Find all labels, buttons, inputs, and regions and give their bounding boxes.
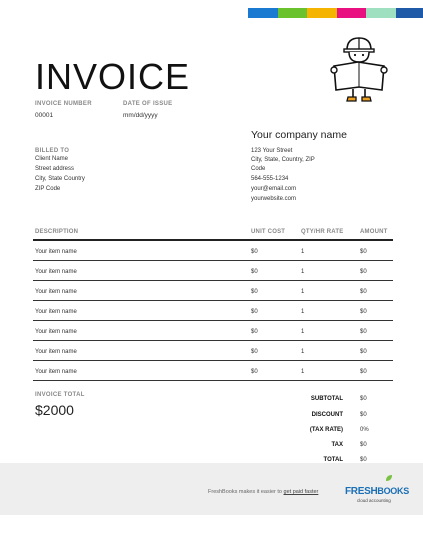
color-swatch <box>278 8 308 18</box>
freshbooks-brand-fresh: FRESH <box>345 486 378 497</box>
item-unit-cost: $0 <box>251 329 258 335</box>
column-header-amount: AMOUNT <box>360 229 388 235</box>
item-description: Your item name <box>35 289 77 295</box>
item-unit-cost: $0 <box>251 309 258 315</box>
invoice-total-value: $2000 <box>35 402 74 418</box>
company-email: your@email.com <box>251 186 297 192</box>
discount-label: DISCOUNT <box>311 412 343 418</box>
construction-worker-icon <box>328 32 390 104</box>
freshbooks-brand-books: BOOKS <box>377 486 409 496</box>
table-row <box>33 341 393 361</box>
table-row <box>33 261 393 281</box>
item-qty: 1 <box>301 309 305 315</box>
tax-label: TAX <box>331 442 343 448</box>
item-description: Your item name <box>35 269 77 275</box>
table-row <box>33 301 393 321</box>
item-unit-cost: $0 <box>251 269 258 275</box>
item-qty: 1 <box>301 269 305 275</box>
item-amount: $0 <box>360 309 367 315</box>
company-name: Your company name <box>251 129 347 141</box>
column-header-unit-cost: UNIT COST <box>251 229 286 235</box>
item-unit-cost: $0 <box>251 289 258 295</box>
item-unit-cost: $0 <box>251 249 258 255</box>
item-unit-cost: $0 <box>251 349 258 355</box>
item-qty: 1 <box>301 349 305 355</box>
freshbooks-subtitle: cloud accounting <box>357 498 391 503</box>
color-swatch <box>396 8 423 18</box>
item-description: Your item name <box>35 349 77 355</box>
tax-rate-label: (TAX RATE) <box>309 427 343 433</box>
item-qty: 1 <box>301 249 305 255</box>
discount-value: $0 <box>360 412 367 418</box>
get-paid-faster-link[interactable]: get paid faster <box>283 489 319 495</box>
item-amount: $0 <box>360 249 367 255</box>
date-of-issue-value: mm/dd/yyyy <box>123 112 158 119</box>
footer <box>0 463 423 515</box>
item-description: Your item name <box>35 309 77 315</box>
billed-to-line: ZIP Code <box>35 186 61 192</box>
footer-text: FreshBooks makes it easier to <box>208 489 284 495</box>
table-row <box>33 321 393 341</box>
company-address-line: City, State, Country, ZIP <box>251 157 315 163</box>
item-amount: $0 <box>360 269 367 275</box>
date-of-issue-label: DATE OF ISSUE <box>123 101 173 107</box>
invoice-total-label: INVOICE TOTAL <box>35 392 85 398</box>
color-stripe <box>248 8 423 18</box>
total-label: TOTAL <box>323 457 343 463</box>
subtotal-label: SUBTOTAL <box>310 396 343 402</box>
company-phone: 564-555-1234 <box>251 176 289 182</box>
company-address-line: 123 Your Street <box>251 148 293 154</box>
item-amount: $0 <box>360 349 367 355</box>
item-amount: $0 <box>360 329 367 335</box>
company-address-line: Code <box>251 166 266 172</box>
color-swatch <box>366 8 396 18</box>
item-unit-cost: $0 <box>251 369 258 375</box>
column-header-description: DESCRIPTION <box>35 229 79 235</box>
tax-rate-value: 0% <box>360 427 369 433</box>
freshbooks-logo[interactable] <box>345 481 409 503</box>
billed-to-line: City, State Country <box>35 176 85 182</box>
color-swatch <box>248 8 278 18</box>
tax-value: $0 <box>360 442 367 448</box>
item-description: Your item name <box>35 369 77 375</box>
color-swatch <box>337 8 367 18</box>
billed-to-line: Street address <box>35 166 75 172</box>
item-description: Your item name <box>35 249 77 255</box>
table-row <box>33 361 393 381</box>
item-description: Your item name <box>35 329 77 335</box>
billed-to-line: Client Name <box>35 156 69 162</box>
company-website: yourwebsite.com <box>251 196 297 202</box>
invoice-number-label: INVOICE NUMBER <box>35 101 92 107</box>
item-qty: 1 <box>301 369 305 375</box>
item-qty: 1 <box>301 289 305 295</box>
billed-to-label: BILLED TO <box>35 148 70 154</box>
item-amount: $0 <box>360 369 367 375</box>
invoice-number-value: 00001 <box>35 112 54 119</box>
footer-tagline <box>208 489 318 495</box>
color-swatch <box>307 8 337 18</box>
leaf-icon <box>385 474 393 482</box>
table-row <box>33 241 393 261</box>
total-value: $0 <box>360 457 367 463</box>
item-amount: $0 <box>360 289 367 295</box>
subtotal-value: $0 <box>360 396 367 402</box>
item-qty: 1 <box>301 329 305 335</box>
column-header-qty: QTY/HR RATE <box>301 229 344 235</box>
invoice-title: INVOICE <box>35 56 191 97</box>
table-row <box>33 281 393 301</box>
